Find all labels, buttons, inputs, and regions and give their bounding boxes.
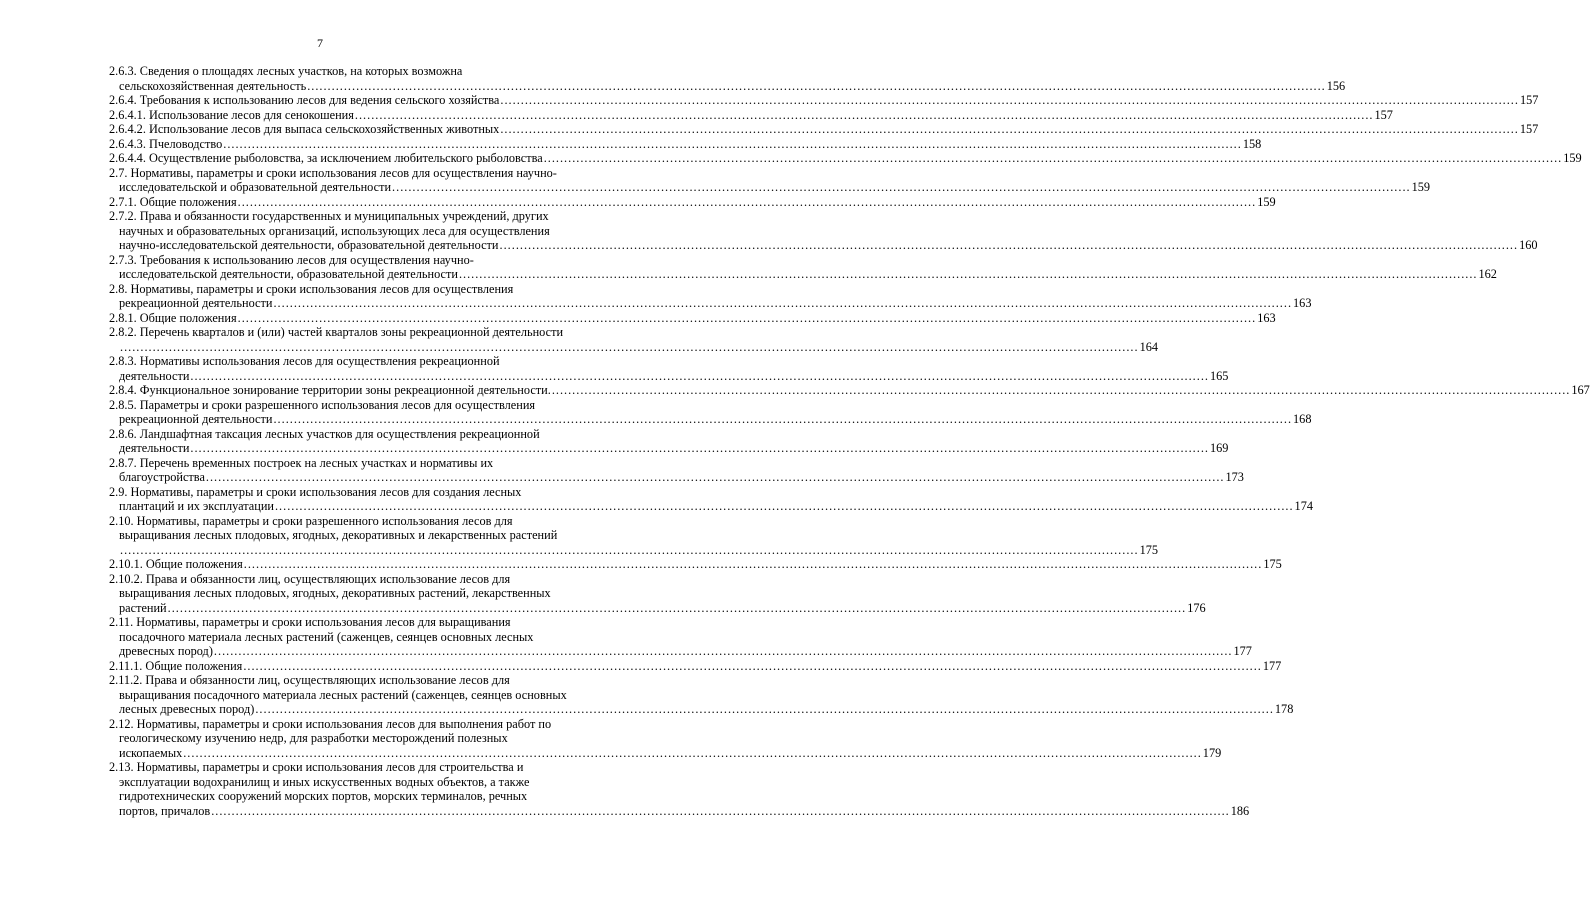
toc-entry[interactable] bbox=[109, 571, 1206, 616]
toc-entry-text: 2.10. Нормативы, параметры и сроки разрешенного использования лесов для bbox=[109, 513, 513, 528]
toc-entry-text: 2.8.5. Параметры и сроки разрешенного использования лесов для осуществления bbox=[109, 397, 536, 412]
toc-entry-text: 2.8.4. Функциональное зонирование территории зоны рекреационной деятельности. bbox=[109, 383, 551, 397]
dot-leader: .......................................................................................................................................................................................................................................................... bbox=[223, 136, 1242, 151]
toc-entry-text: 2.8.2. Перечень кварталов и (или) частей кварталов зоны рекреационной деятельности bbox=[109, 325, 564, 339]
toc-entry[interactable] bbox=[109, 165, 1431, 195]
dot-leader: .......................................................................................................................................................................................................................................................... bbox=[392, 180, 1411, 194]
dot-leader: .......................................................................................................................................................................................................................................................... bbox=[243, 658, 1262, 673]
toc-entry-text: 2.6.4.1. Использование лесов для сенокошения bbox=[109, 107, 354, 122]
toc-entry[interactable] bbox=[109, 557, 1282, 572]
toc-page-number: 156 bbox=[1326, 78, 1346, 93]
toc-entry[interactable] bbox=[109, 455, 1244, 485]
toc-entry[interactable] bbox=[109, 716, 1222, 761]
toc-entry-text: 2.11. Нормативы, параметры и сроки использования лесов для выращивания bbox=[109, 615, 511, 629]
toc-page-number: 159 bbox=[1411, 180, 1431, 194]
toc-entry-text: выращивания лесных плодовых, ягодных, декоративных растений, лекарственных bbox=[119, 586, 551, 600]
dot-leader: .......................................................................................................................................................................................................................................................... bbox=[354, 107, 1374, 122]
dot-leader: .......................................................................................................................................................................................................................................................... bbox=[543, 151, 1563, 165]
toc-entry[interactable] bbox=[109, 209, 1538, 253]
toc-page-number: 160 bbox=[1519, 238, 1538, 252]
toc-entry-text: древесных пород) bbox=[119, 644, 213, 658]
toc-page-number: 169 bbox=[1209, 441, 1229, 455]
toc-entry-text: 2.11.1. Общие положения bbox=[109, 658, 243, 673]
toc-page-number: 157 bbox=[1519, 93, 1539, 107]
dot-leader: .......................................................................................................................................................................................................................................................... bbox=[167, 600, 1187, 615]
toc-entry[interactable] bbox=[109, 760, 1250, 818]
toc-entry-text: 2.8.7. Перечень временных построек на лесных участках и нормативы их bbox=[109, 455, 494, 470]
toc-entry-text: посадочного материала лесных растений (саженцев, сеянцев основных лесных bbox=[119, 629, 534, 644]
toc-entry[interactable] bbox=[109, 484, 1313, 514]
dot-leader: .......................................................................................................................................................................................................................................................... bbox=[551, 383, 1571, 397]
toc-entry[interactable] bbox=[109, 194, 1276, 210]
toc-entry-text: сельскохозяйственная деятельность bbox=[119, 78, 307, 93]
toc-page-number: 175 bbox=[1263, 557, 1282, 571]
dot-leader: .......................................................................................................................................................................................................................................................... bbox=[190, 368, 1209, 383]
dot-leader: .......................................................................................................................................................................................................................................................... bbox=[211, 803, 1230, 818]
table-of-contents bbox=[109, 64, 1590, 818]
dot-leader: .......................................................................................................................................................................................................................................................... bbox=[243, 557, 1263, 571]
toc-page-number: 179 bbox=[1202, 745, 1222, 760]
toc-entry[interactable] bbox=[109, 513, 1159, 558]
dot-leader: .......................................................................................................................................................................................................................................................... bbox=[237, 310, 1257, 325]
toc-page-number: 178 bbox=[1274, 702, 1294, 716]
toc-entry-text: портов, причалов bbox=[119, 803, 211, 818]
toc-entry[interactable] bbox=[109, 383, 1590, 398]
toc-page-number: 186 bbox=[1230, 803, 1250, 818]
toc-page-number: 157 bbox=[1374, 107, 1393, 122]
toc-entry[interactable] bbox=[109, 64, 1346, 93]
toc-page-number: 163 bbox=[1257, 310, 1276, 325]
toc-entry-text: исследовательской деятельности, образовательной деятельности bbox=[119, 267, 458, 281]
toc-entry[interactable] bbox=[109, 93, 1539, 108]
toc-entry-text: 2.7. Нормативы, параметры и сроки использования лесов для осуществления научно- bbox=[109, 165, 557, 180]
dot-leader: .......................................................................................................................................................................................................................................................... bbox=[499, 238, 1519, 252]
toc-entry-text: деятельности bbox=[119, 441, 190, 455]
toc-entry-text: 2.8.1. Общие положения bbox=[109, 310, 237, 325]
toc-entry-text: 2.8.3. Нормативы использования лесов для осуществления рекреационной bbox=[109, 354, 500, 368]
toc-entry-text: деятельности bbox=[119, 368, 190, 383]
toc-entry-text: 2.6.4.4. Осуществление рыболовства, за исключением любительского рыболовства bbox=[109, 151, 543, 165]
dot-leader: .......................................................................................................................................................................................................................................................... bbox=[120, 339, 1139, 354]
toc-entry-text: выращивания лесных плодовых, ягодных, декоративных и лекарственных растений bbox=[119, 528, 558, 542]
toc-entry-text: 2.10.1. Общие положения bbox=[109, 557, 243, 571]
dot-leader: .......................................................................................................................................................................................................................................................... bbox=[458, 267, 1478, 281]
toc-entry[interactable] bbox=[109, 122, 1539, 137]
toc-entry-text: 2.7.3. Требования к использованию лесов для осуществления научно- bbox=[109, 252, 474, 267]
toc-entry-text: исследовательской и образовательной деятельности bbox=[119, 180, 392, 194]
dot-leader: .......................................................................................................................................................................................................................................................... bbox=[274, 499, 1294, 513]
toc-entry[interactable] bbox=[109, 107, 1393, 123]
toc-page-number: 175 bbox=[1139, 542, 1159, 557]
toc-entry-text: 2.11.2. Права и обязанности лиц, осуществляющих использование лесов для bbox=[109, 673, 510, 687]
toc-page-number: 173 bbox=[1225, 470, 1244, 484]
toc-entry-text: благоустройства bbox=[119, 470, 205, 484]
dot-leader: .......................................................................................................................................................................................................................................................... bbox=[120, 542, 1139, 557]
toc-entry[interactable] bbox=[109, 426, 1229, 456]
dot-leader: .......................................................................................................................................................................................................................................................... bbox=[255, 702, 1274, 716]
toc-entry-text: эксплуатации водохранилищ и иных искусственных водных объектов, а также bbox=[119, 774, 530, 789]
toc-entry-text: 2.6.3. Сведения о площадях лесных участков, на которых возможна bbox=[109, 64, 463, 78]
toc-entry-text: 2.7.1. Общие положения bbox=[109, 194, 237, 209]
toc-entry-text: плантаций и их эксплуатации bbox=[119, 499, 274, 513]
toc-entry[interactable] bbox=[109, 136, 1262, 152]
toc-entry-text: 2.10.2. Права и обязанности лиц, осуществляющих использование лесов для bbox=[109, 571, 511, 586]
dot-leader: .......................................................................................................................................................................................................................................................... bbox=[273, 296, 1293, 310]
toc-page-number: 159 bbox=[1563, 151, 1582, 165]
toc-entry-text: 2.7.2. Права и обязанности государственных и муниципальных учреждений, других bbox=[109, 209, 549, 223]
toc-entry[interactable] bbox=[109, 151, 1582, 166]
toc-page-number: 174 bbox=[1294, 499, 1313, 513]
dot-leader: .......................................................................................................................................................................................................................................................... bbox=[237, 194, 1257, 209]
dot-leader: .......................................................................................................................................................................................................................................................... bbox=[205, 470, 1225, 484]
dot-leader: .......................................................................................................................................................................................................................................................... bbox=[190, 441, 1209, 455]
toc-page-number: 157 bbox=[1519, 122, 1539, 136]
toc-entry[interactable] bbox=[109, 658, 1282, 674]
dot-leader: .......................................................................................................................................................................................................................................................... bbox=[273, 412, 1293, 426]
toc-page-number: 176 bbox=[1187, 600, 1206, 615]
toc-entry[interactable] bbox=[109, 252, 1497, 282]
toc-entry-text: геологическому изучению недр, для разработки месторождений полезных bbox=[119, 731, 508, 745]
toc-entry-text: лесных древесных пород) bbox=[119, 702, 255, 716]
toc-entry-text: рекреационной деятельности bbox=[119, 412, 273, 426]
dot-leader: .......................................................................................................................................................................................................................................................... bbox=[307, 78, 1326, 93]
toc-entry-text: 2.6.4. Требования к использованию лесов для ведения сельского хозяйства bbox=[109, 93, 500, 107]
toc-page-number: 177 bbox=[1233, 644, 1252, 658]
toc-entry-text: растений bbox=[119, 600, 167, 615]
page-number: 7 bbox=[317, 36, 323, 50]
dot-leader: .......................................................................................................................................................................................................................................................... bbox=[500, 93, 1519, 107]
toc-entry[interactable] bbox=[109, 281, 1312, 311]
toc-entry-text: 2.8. Нормативы, параметры и сроки использования лесов для осуществления bbox=[109, 281, 514, 296]
toc-entry-text: 2.9. Нормативы, параметры и сроки использования лесов для создания лесных bbox=[109, 484, 522, 499]
dot-leader: .......................................................................................................................................................................................................................................................... bbox=[183, 745, 1202, 760]
toc-entry-text: 2.8.6. Ландшафтная таксация лесных участков для осуществления рекреационной bbox=[109, 426, 540, 441]
toc-entry-text: гидротехнических сооружений морских портов, морских терминалов, речных bbox=[119, 789, 528, 803]
toc-entry-text: выращивания посадочного материала лесных растений (саженцев, сеянцев основных bbox=[119, 687, 567, 702]
toc-entry[interactable] bbox=[109, 397, 1312, 427]
toc-entry-text: научно-исследовательской деятельности, образовательной деятельности bbox=[119, 238, 499, 252]
toc-entry[interactable] bbox=[109, 325, 1159, 354]
toc-page-number: 164 bbox=[1139, 339, 1159, 354]
toc-page-number: 158 bbox=[1242, 136, 1262, 151]
toc-page-number: 165 bbox=[1209, 368, 1229, 383]
toc-entry-text: 2.6.4.3. Пчеловодство bbox=[109, 136, 223, 151]
toc-page-number: 163 bbox=[1293, 296, 1312, 310]
toc-page-number: 162 bbox=[1478, 267, 1497, 281]
toc-entry-text: 2.6.4.2. Использование лесов для выпаса сельскохозяйственных животных bbox=[109, 122, 500, 136]
toc-page-number: 177 bbox=[1262, 658, 1282, 673]
toc-entry[interactable] bbox=[109, 673, 1294, 717]
toc-entry-text: 2.13. Нормативы, параметры и сроки использования лесов для строительства и bbox=[109, 760, 524, 774]
toc-entry[interactable] bbox=[109, 354, 1229, 383]
toc-entry[interactable] bbox=[109, 615, 1252, 659]
toc-page-number: 168 bbox=[1293, 412, 1312, 426]
toc-entry[interactable] bbox=[109, 310, 1276, 326]
toc-page-number: 167 bbox=[1571, 383, 1590, 397]
dot-leader: .......................................................................................................................................................................................................................................................... bbox=[500, 122, 1519, 136]
toc-entry-text: 2.12. Нормативы, параметры и сроки использования лесов для выполнения работ по bbox=[109, 716, 552, 731]
toc-entry-text: рекреационной деятельности bbox=[119, 296, 273, 310]
toc-page-number: 159 bbox=[1257, 194, 1276, 209]
toc-entry-text: ископаемых bbox=[119, 745, 183, 760]
toc-entry-text: научных и образовательных организаций, использующих леса для осуществления bbox=[119, 223, 550, 238]
dot-leader: .......................................................................................................................................................................................................................................................... bbox=[213, 644, 1233, 658]
